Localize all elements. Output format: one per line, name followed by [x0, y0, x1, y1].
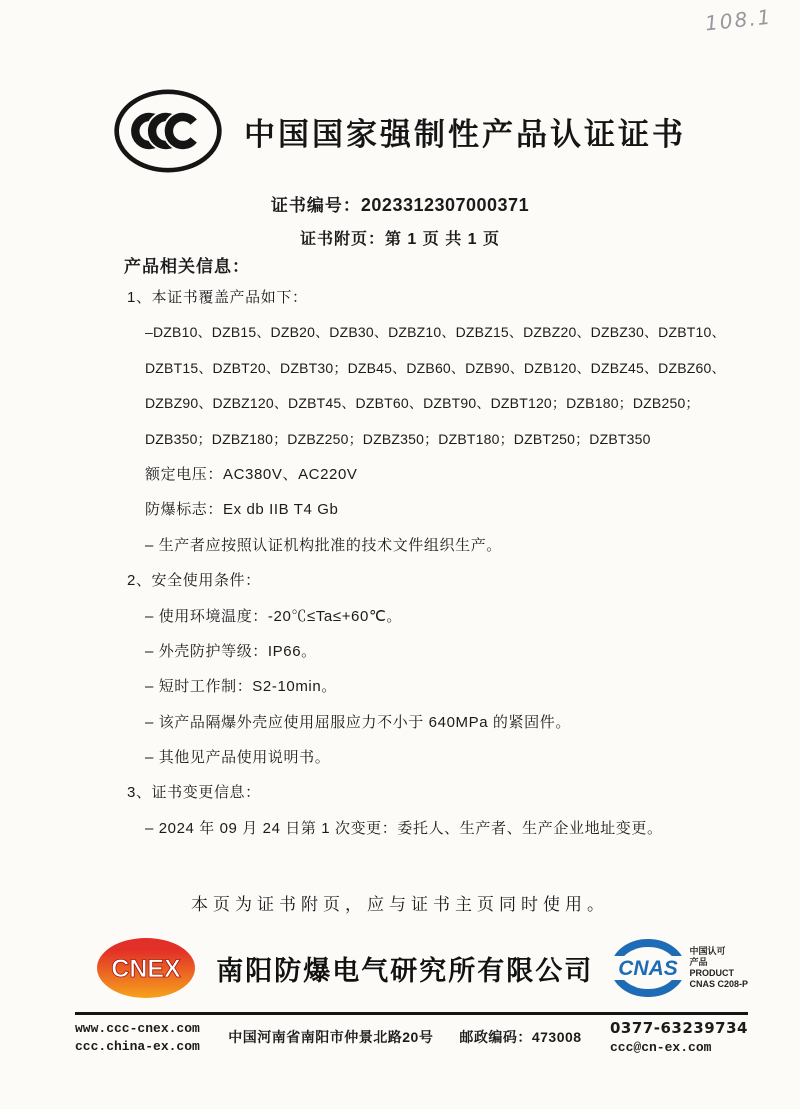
body-line: –DZB10、DZB15、DZB20、DZB30、DZBZ10、DZBZ15、DZBZ20、DZBZ30、DZBT10、: [145, 324, 726, 341]
company-name: 南阳防爆电气研究所有限公司: [216, 955, 594, 986]
closing-note: 本页为证书附页，应与证书主页同时使用。: [191, 895, 609, 914]
body-line: – 短时工作制：S2-10min。: [145, 678, 337, 696]
body-line: 2、安全使用条件：: [127, 572, 261, 590]
cnas-block: [612, 939, 748, 997]
attachment-label: 证书附页：: [299, 231, 385, 248]
body-line: DZB350；DZBZ180；DZBZ250；DZBZ350；DZBT180；DZBT250；DZBT350: [145, 430, 651, 447]
phone-number: 0377-63239734: [610, 1019, 748, 1037]
page-title: 中国国家强制性产品认证证书: [244, 116, 686, 152]
certificate-number-value: 2023312307000371: [360, 195, 530, 215]
body-line: 额定电压：AC380V、AC220V: [145, 465, 358, 483]
cnex-logo: [95, 936, 197, 1000]
address-text: 中国河南省南阳市仲景北路20号: [228, 1029, 434, 1045]
footer-bar: [75, 1019, 748, 1055]
certificate-number-label: 证书编号：: [270, 196, 361, 215]
certificate-attachment-line: [0, 226, 800, 249]
body-line: – 其他见产品使用说明书。: [145, 749, 331, 767]
postal-code: 邮政编码：473008: [459, 1029, 582, 1045]
attachment-value: 第 1 页 共 1 页: [384, 231, 501, 248]
body-line: – 该产品隔爆外壳应使用屈服应力不小于 640MPa 的紧固件。: [145, 713, 571, 731]
cnas-logo-text: CNAS: [618, 957, 679, 980]
product-info-heading: 产品相关信息：: [124, 257, 250, 276]
body-line: 防爆标志：Ex db IIB T4 Gb: [145, 501, 339, 519]
footer-websites: [75, 1021, 200, 1054]
cnas-caption: 中国认可: [689, 945, 726, 956]
body-line: – 使用环境温度：-20℃≤Ta≤+60℃。: [145, 607, 402, 625]
cnex-logo-text: CNEX: [111, 955, 181, 983]
body-line: – 外壳防护等级：IP66。: [145, 642, 317, 660]
certificate-header: [112, 88, 710, 174]
handwritten-note: 108.1: [703, 4, 774, 36]
website-link: ccc.china-ex.com: [75, 1038, 200, 1054]
cnas-caption: PRODUCT: [689, 968, 734, 978]
ccc-mark-icon: [112, 88, 224, 174]
footer-contact: [610, 1019, 748, 1055]
certificate-body: [127, 280, 760, 846]
email-address: ccc@cn-ex.com: [610, 1040, 712, 1055]
body-line: 3、证书变更信息：: [127, 784, 261, 802]
cnas-caption: CNAS C208-P: [689, 979, 748, 990]
body-line: – 生产者应按照认证机构批准的技术文件组织生产。: [145, 536, 502, 554]
website-link: www.ccc-cnex.com: [75, 1020, 200, 1036]
organization-row: [95, 936, 748, 1000]
body-line: DZBT15、DZBT20、DZBT30；DZB45、DZB60、DZB90、DZB120、DZBZ45、DZBZ60、: [145, 359, 726, 376]
body-line: DZBZ90、DZBZ120、DZBT45、DZBT60、DZBT90、DZBT120；DZB180；DZB250；: [145, 395, 700, 412]
footer-address: [228, 1027, 581, 1047]
cnas-logo: [612, 939, 684, 997]
cnas-caption: 产品: [689, 956, 708, 967]
body-line: 1、本证书覆盖产品如下：: [127, 289, 308, 306]
body-line: – 2024 年 09 月 24 日第 1 次变更：委托人、生产者、生产企业地址变更。: [145, 819, 663, 837]
certificate-number-line: [0, 191, 800, 216]
cnas-captions: [689, 946, 748, 991]
footer-divider: [75, 1012, 748, 1015]
